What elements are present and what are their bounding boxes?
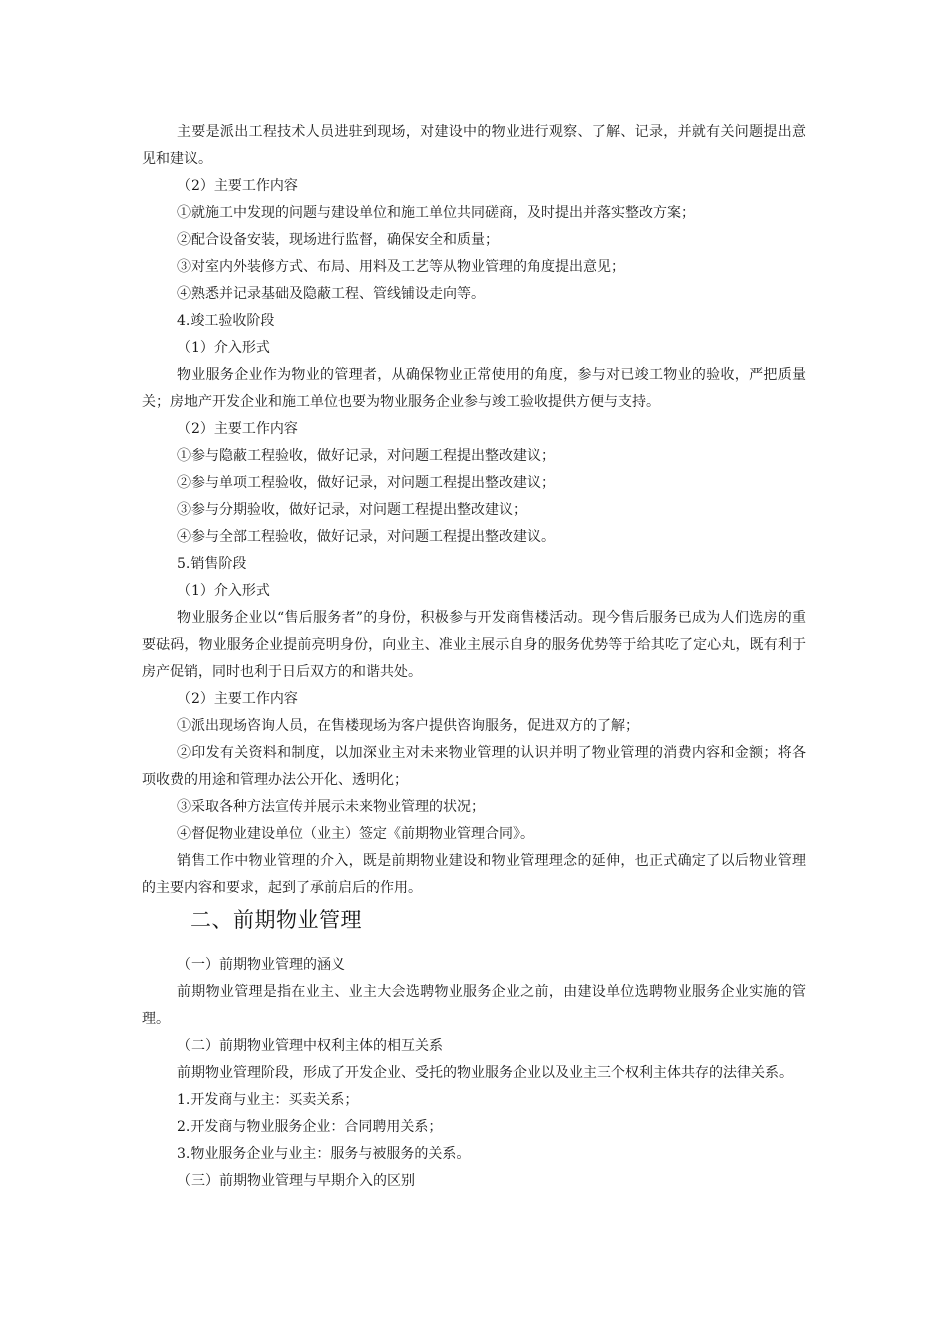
paragraph: 物业服务企业以“售后服务者”的身份，积极参与开发商售楼活动。现今售后服务已成为人们选房的重要砝码，物业服务企业提前亮明身份，向业主、准业主展示自身的服务优势等于给其吃了定心丸，既有利于房产促销，同时也利于日后双方的和谐共处。: [142, 610, 806, 680]
list-item: ④参与全部工程验收，做好记录，对问题工程提出整改建议。: [177, 529, 555, 545]
paragraph: 主要是派出工程技术人员进驻到现场，对建设中的物业进行观察、了解、记录，并就有关问题提出意见和建议。: [142, 124, 806, 167]
subheading: （一）前期物业管理的涵义: [177, 957, 345, 973]
list-item: ④督促物业建设单位（业主）签定《前期物业管理合同》。: [177, 826, 534, 842]
subheading: （1）介入形式: [177, 340, 270, 356]
list-item: ③参与分期验收，做好记录，对问题工程提出整改建议；: [177, 502, 527, 518]
list-item: ②印发有关资料和制度，以加深业主对未来物业管理的认识并明了物业管理的消费内容和金额；将各项收费的用途和管理办法公开化、透明化；: [142, 745, 806, 788]
list-item: ④熟悉并记录基础及隐蔽工程、管线铺设走向等。: [177, 286, 485, 302]
list-item: 3.物业服务企业与业主：服务与被服务的关系。: [177, 1146, 471, 1162]
subheading: （2）主要工作内容: [177, 421, 298, 437]
list-item: ②参与单项工程验收，做好记录，对问题工程提出整改建议；: [177, 475, 555, 491]
subheading: （2）主要工作内容: [177, 691, 298, 707]
section-heading: 二、前期物业管理: [190, 908, 362, 932]
subheading: （二）前期物业管理中权利主体的相互关系: [177, 1038, 443, 1054]
list-item: ①就施工中发现的问题与建设单位和施工单位共同磋商，及时提出并落实整改方案；: [177, 205, 695, 221]
list-item: 1.开发商与业主：买卖关系；: [177, 1092, 359, 1108]
subheading: （2）主要工作内容: [177, 178, 298, 194]
paragraph: 前期物业管理阶段，形成了开发企业、受托的物业服务企业以及业主三个权利主体共存的法律关系。: [177, 1065, 793, 1081]
list-item: 2.开发商与物业服务企业：合同聘用关系；: [177, 1119, 443, 1135]
list-item: ③采取各种方法宣传并展示未来物业管理的状况；: [177, 799, 485, 815]
document-body: [142, 119, 806, 1195]
list-item: ②配合设备安装，现场进行监督，确保安全和质量；: [177, 232, 499, 248]
paragraph: 销售工作中物业管理的介入，既是前期物业建设和物业管理理念的延伸，也正式确定了以后物业管理的主要内容和要求，起到了承前启后的作用。: [142, 853, 806, 896]
list-item: ③对室内外装修方式、布局、用料及工艺等从物业管理的角度提出意见；: [177, 259, 625, 275]
paragraph: 前期物业管理是指在业主、业主大会选聘物业服务企业之前，由建设单位选聘物业服务企业实施的管理。: [142, 984, 806, 1027]
subheading: （三）前期物业管理与早期介入的区别: [177, 1173, 415, 1189]
stage-heading: 4.竣工验收阶段: [177, 313, 275, 329]
paragraph: 物业服务企业作为物业的管理者，从确保物业正常使用的角度，参与对已竣工物业的验收，严把质量关；房地产开发企业和施工单位也要为物业服务企业参与竣工验收提供方便与支持。: [142, 367, 806, 410]
list-item: ①参与隐蔽工程验收，做好记录，对问题工程提出整改建议；: [177, 448, 555, 464]
list-item: ①派出现场咨询人员，在售楼现场为客户提供咨询服务，促进双方的了解；: [177, 718, 639, 734]
stage-heading: 5.销售阶段: [177, 556, 247, 572]
subheading: （1）介入形式: [177, 583, 270, 599]
